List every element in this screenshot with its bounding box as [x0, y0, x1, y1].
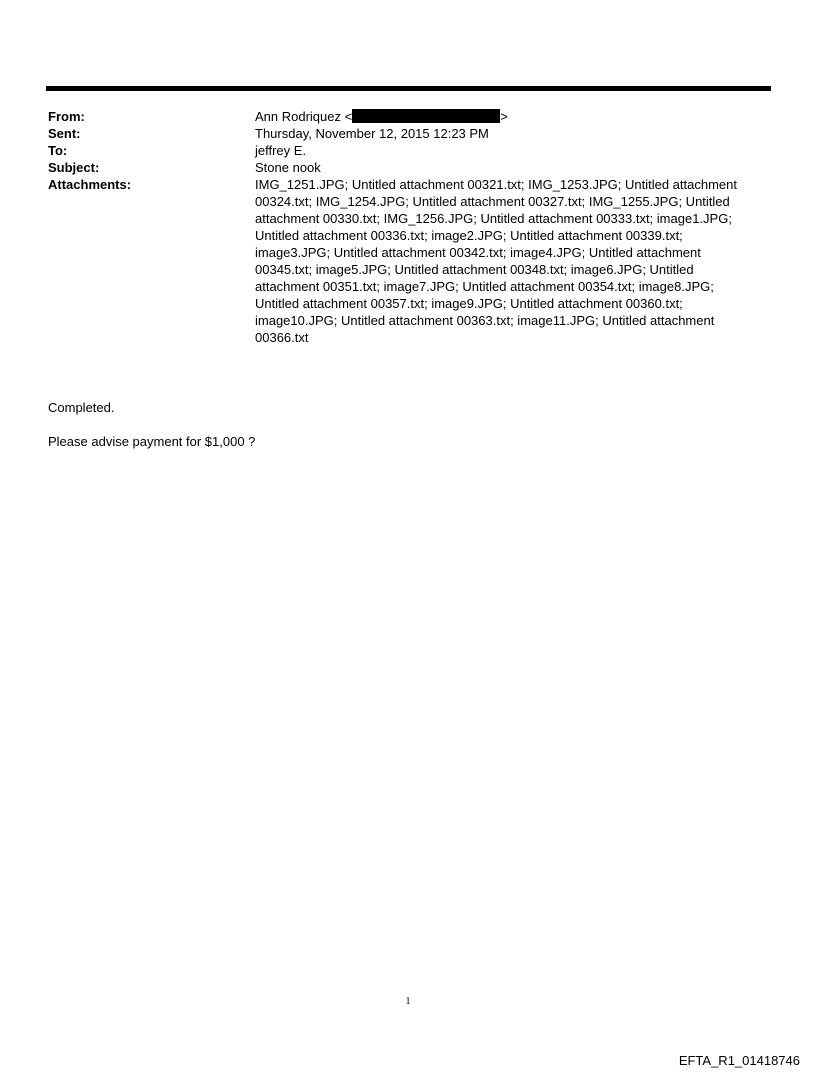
to-value: jeffrey E.	[255, 143, 307, 158]
header-from	[48, 108, 748, 125]
to-label: To:	[48, 143, 68, 158]
header-divider	[46, 86, 771, 91]
from-value	[255, 108, 748, 125]
sent-value: Thursday, November 12, 2015 12:23 PM	[255, 126, 489, 141]
sender-address-close: >	[500, 109, 508, 124]
subject-value: Stone nook	[255, 160, 321, 175]
subject-label: Subject:	[48, 160, 100, 175]
header-subject	[48, 159, 748, 176]
email-headers	[48, 108, 748, 346]
document-id: EFTA_R1_01418746	[678, 1053, 800, 1068]
redaction-block	[352, 109, 500, 123]
page-number: 1	[405, 996, 411, 1007]
attachments-value: IMG_1251.JPG; Untitled attachment 00321.txt; IMG_1253.JPG; Untitled attachment 00324.txt; IMG_1254.JPG; Untitled attachment 00327.txt; IMG_1255.JPG; Untitled attachment 00330.txt; IMG_1256.JPG; Untitled attachment 00333.txt; image1.JPG; Untitled attachment 00336.txt; image2.JPG; Untitled attachment 00339.txt; image3.JPG; Untitled attachment 00342.txt; image4.JPG; Untitled attachment 00345.txt; image5.JPG; Untitled attachment 00348.txt; image6.JPG; Untitled attachment 00351.txt; image7.JPG; Untitled attachment 00354.txt; image8.JPG; Untitled attachment 00357.txt; image9.JPG; Untitled attachment 00360.txt; image10.JPG; Untitled attachment 00363.txt; image11.JPG; Untitled attachment 00366.txt	[255, 177, 737, 345]
from-label: From:	[48, 109, 85, 124]
header-attachments	[48, 176, 748, 346]
header-sent	[48, 125, 748, 142]
email-body	[48, 399, 255, 467]
body-paragraph: Please advise payment for $1,000 ?	[48, 434, 256, 449]
sent-label: Sent:	[48, 126, 81, 141]
header-to	[48, 142, 748, 159]
body-paragraph: Completed.	[48, 400, 115, 415]
sender-name: Ann Rodriquez <	[255, 109, 353, 124]
attachments-label: Attachments:	[48, 177, 132, 192]
